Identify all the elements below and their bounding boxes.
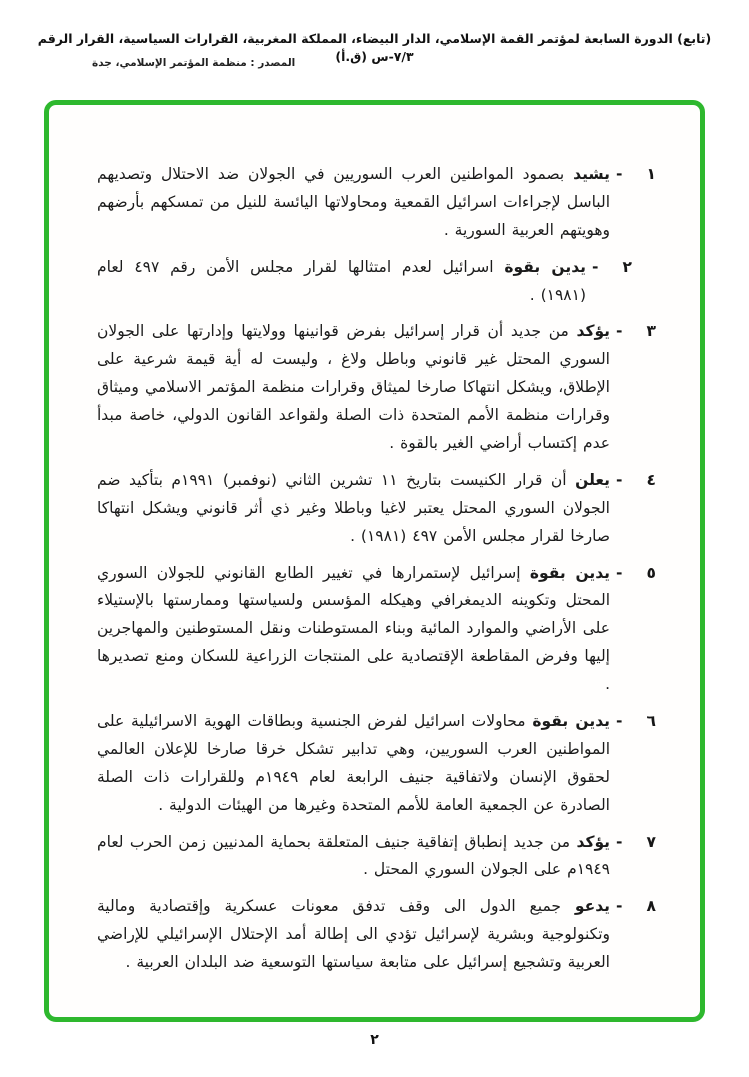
item-text <box>97 254 586 310</box>
item-dash: - <box>616 897 623 916</box>
item-body: من جديد أن قرار إسرائيل بفرض قوانينها وولايتها وإدارتها على الجولان السوري المحتل غير قانوني وباطل ولاغ ، وليست له أية قيمة شرعية على الإطلاق، ويشكل انتهاكا صارخا لميثاق وقرارات منظمة المؤتمر الاسلامي وميثاق وقرارات منظمة الأمم المتحدة ذات الصلة ولقواعد القانون الدولي، خاصة مبدأ عدم إكتساب أراضي الغير بالقوة . <box>97 322 610 453</box>
item-dash: - <box>592 257 599 276</box>
item-body: من جديد إنطباق إتفاقية جنيف المتعلقة بحماية المدنيين زمن الحرب لعام ١٩٤٩م على الجولان السوري المحتل . <box>97 832 610 879</box>
list-item <box>97 254 632 310</box>
item-number <box>610 161 656 245</box>
item-text <box>97 893 610 977</box>
item-number <box>610 708 656 820</box>
item-number-value: ٥ <box>646 563 656 582</box>
item-text <box>97 829 610 885</box>
item-number <box>610 467 656 551</box>
item-body: أن قرار الكنيست بتاريخ ١١ تشرين الثاني (نوفمبر) ١٩٩١م بتأكيد ضم الجولان السوري المحتل يعتبر لاغيا وباطلا وغير ذي أثر قانوني ويشكل انتهاكا صارخا لقرار مجلس الأمن ٤٩٧ (١٩٨١) . <box>97 470 610 545</box>
list-item <box>97 708 656 820</box>
item-lead: يشيد <box>573 165 610 183</box>
list-item <box>97 893 656 977</box>
document-title: (تابع) الدورة السابعة لمؤتمر القمة الإسلامي، الدار البيضاء، المملكة المغربية، القرارات السياسية، القرار الرقم ٧/٣-س (ق.أ) <box>37 31 712 64</box>
item-text <box>97 161 610 245</box>
list-item <box>97 318 656 457</box>
item-body: محاولات اسرائيل لفرض الجنسية وبطاقات الهوية الاسرائيلية على المواطنين العرب السوريين، وهي تدابير تشكل خرقا صارخا للإعلان العالمي لحقوق الإنسان ولاتفاقية جنيف الرابعة لعام ١٩٤٩م وللقرارات ذات الصلة الصادرة عن الجمعية العامة للأمم المتحدة وغيرها من الهيئات الدولية . <box>97 712 611 814</box>
item-number-value: ٦ <box>646 712 656 731</box>
item-lead: يدين بقوة <box>532 712 610 731</box>
item-dash: - <box>616 165 623 183</box>
item-text <box>97 560 610 699</box>
item-dash: - <box>616 712 623 731</box>
page-number: ٢ <box>370 1032 379 1048</box>
item-lead: يعلن <box>575 470 610 489</box>
item-dash: - <box>616 832 623 851</box>
item-number <box>610 318 656 457</box>
item-lead: يدين بقوة <box>529 563 610 582</box>
item-text <box>97 467 610 551</box>
document-header <box>0 0 749 65</box>
item-dash: - <box>616 563 623 582</box>
item-body: جميع الدول الى وقف تدفق معونات عسكرية وإقتصادية ومالية وتكنولوجية وبشرية لإسرائيل تؤدي الى إطالة أمد الإحتلال الإسرائيلي للإراضي العربية وتشجيع إسرائيل على متابعة سياستها التوسعية ضد البلدان العربية . <box>97 897 610 972</box>
document-source: المصدر : منظمة المؤتمر الإسلامي، جدة <box>92 57 296 69</box>
item-number <box>610 893 656 977</box>
item-number-value: ٣ <box>646 322 656 341</box>
item-number <box>610 560 656 699</box>
item-body: اسرائيل لعدم امتثالها لقرار مجلس الأمن رقم ٤٩٧ لعام (١٩٨١) . <box>97 257 586 304</box>
list-item <box>97 560 656 699</box>
item-lead: يؤكد <box>576 322 610 341</box>
item-body: بصمود المواطنين العرب السوريين في الجولان ضد الاحتلال وتصديهم الباسل لإجراءات اسرائيل القمعية ومحاولاتها اليائسة للنيل من تمسكهم بأرضهم وهويتهم العربية السورية . <box>97 165 610 239</box>
item-dash: - <box>616 322 623 341</box>
item-text <box>97 318 610 457</box>
list-item <box>97 161 656 245</box>
item-number-value: ٧ <box>646 832 656 851</box>
item-lead: يدين بقوة <box>504 257 586 276</box>
item-lead: يدعو <box>574 897 610 916</box>
item-number <box>586 254 632 310</box>
content-border-box <box>44 100 705 1022</box>
list-item <box>97 467 656 551</box>
list-item <box>97 829 656 885</box>
item-text <box>97 708 610 820</box>
item-number-value: ٤ <box>646 470 656 489</box>
item-number-value: ٢ <box>622 257 632 276</box>
item-number <box>610 829 656 885</box>
item-lead: يؤكد <box>576 832 610 851</box>
item-number-value: ٨ <box>646 897 656 916</box>
item-body: إسرائيل لإستمرارها في تغيير الطابع القانوني للجولان السوري المحتل وتكوينه الديمغرافي وهيكله المؤسس ولسياستها وممارستها بالإستيلاء على الأراضي والموارد المائية وبناء المستوطنات ونقل المستوطنين والمهاجرين إليها وفرض المقاطعة الإقتصادية على المنتجات الزراعية للسكان ومنع تصديرها . <box>97 563 610 694</box>
resolution-list <box>97 161 656 986</box>
item-number-value: ١ <box>646 165 656 183</box>
item-dash: - <box>616 470 623 489</box>
